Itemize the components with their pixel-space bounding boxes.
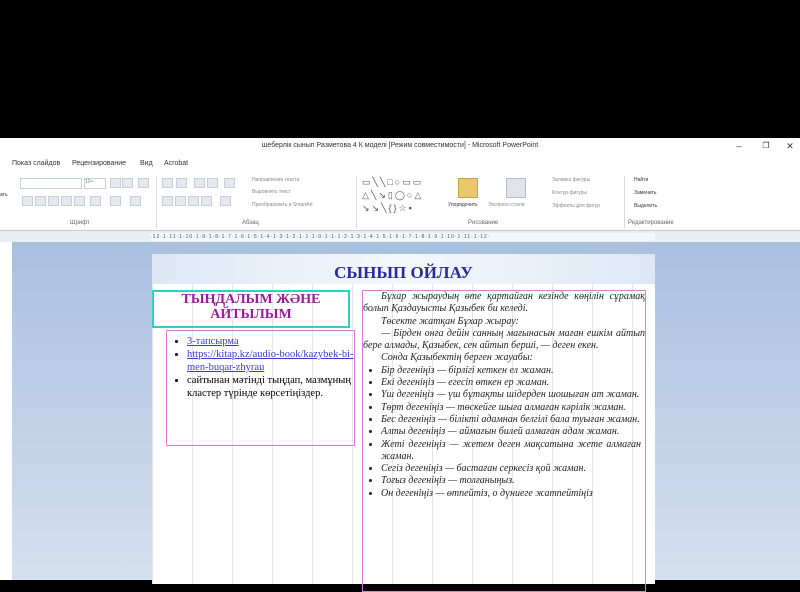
ribbon-separator xyxy=(624,176,625,228)
align-right-icon[interactable] xyxy=(188,196,199,206)
list-item: • Жеті дегеніңіз — жетем деген мақсатына жете алмаған жаман. xyxy=(381,439,641,464)
list-item: • Бес дегеніңіз — білікті адамнан белгілі бала туыған жаман. xyxy=(381,414,641,426)
list-item: • Үш дегеніңіз — үш бұтақты шідерден шошыған ат жаман. xyxy=(381,389,641,401)
number-meanings-list xyxy=(363,365,645,500)
line-spacing-icon[interactable] xyxy=(224,178,235,188)
shape-outline-button[interactable]: Контур фигуры xyxy=(552,190,587,196)
strikethrough-icon[interactable] xyxy=(61,196,72,206)
group-label-editing: Редактирование xyxy=(628,220,674,226)
tab-slideshow[interactable]: Показ слайдов xyxy=(12,160,61,167)
justify-icon[interactable] xyxy=(201,196,212,206)
horizontal-ruler: ·12·1·11·1·10·1·9·1·8·1·7·1·6·1·5·1·4·1·3·1·2·1·1·1·0·1·1·1·2·1·3·1·4·1·5·1·6·1·7·1·8·1·9·1·10·1·11·1·12· xyxy=(150,233,655,241)
list-item: • сайтынан мәтінді тыңдап, мазмұның кластер түрінде көрсетіңіздер. xyxy=(187,374,354,400)
story-paragraph: Төсекте жатқан Бұхар жырау: xyxy=(381,315,519,327)
numbering-icon[interactable] xyxy=(176,178,187,188)
shape-fill-button[interactable]: Заливка фигуры xyxy=(552,177,591,183)
slide-title[interactable]: СЫНЫП ОЙЛАУ xyxy=(334,263,473,282)
minimize-button[interactable]: – xyxy=(736,141,742,151)
story-paragraph: — Бірден онға дейін санның мағынасын маған ешкім айтып бере алмады, Қазыбек, сен айтып берші, — деген екен. xyxy=(363,327,645,352)
ribbon xyxy=(0,172,800,231)
title-bar xyxy=(0,138,800,158)
quick-styles-button[interactable]: Экспресс-стили xyxy=(488,202,525,208)
audiobook-link[interactable]: https://kitap.kz/audio-book/kazybek-bi-men-buqar-zhyrau xyxy=(187,349,354,373)
story-text-box[interactable] xyxy=(362,290,646,592)
ribbon-separator xyxy=(156,176,157,228)
italic-icon[interactable] xyxy=(35,196,46,206)
shape-effects-button[interactable]: Эффекты для фигур xyxy=(552,203,601,209)
listening-title-box[interactable] xyxy=(152,290,350,328)
group-label-drawing: Рисование xyxy=(468,220,499,226)
list-item: • Тоғыз дегеніңіз — толғаныңыз. xyxy=(381,475,641,487)
list-item xyxy=(187,335,354,348)
columns-icon[interactable] xyxy=(220,196,231,206)
shapes-gallery-row2[interactable]: △╲↘▯◯○△ xyxy=(362,190,424,200)
clear-format-icon[interactable] xyxy=(138,178,149,188)
slide-canvas[interactable] xyxy=(152,254,655,584)
align-center-icon[interactable] xyxy=(175,196,186,206)
replace-button[interactable]: Заменить xyxy=(634,190,657,196)
list-item: • Алты дегеніңіз — аймағын билей алмаған адам жаман. xyxy=(381,426,641,438)
arrange-icon[interactable] xyxy=(458,178,478,198)
task-list xyxy=(167,335,354,400)
quick-styles-icon[interactable] xyxy=(506,178,526,198)
group-label-paragraph: Абзац xyxy=(242,220,259,226)
smartart-button[interactable]: Преобразовать в SmartArt xyxy=(252,202,313,208)
story-paragraph: Сонда Қазыбектің берген жауабы: xyxy=(381,352,533,364)
list-item xyxy=(187,348,354,374)
font-size-field[interactable]: 10+ xyxy=(84,178,106,189)
font-color-icon[interactable] xyxy=(130,196,141,206)
shapes-gallery[interactable]: ▭╲╲□○▭▭ xyxy=(362,177,424,187)
change-case-icon[interactable] xyxy=(110,196,121,206)
story-paragraph: Бұхар жыраудың өте қартайған кезінде көңілін сұрамақ болып Қаздауысты Қазыбек би келеді. xyxy=(363,291,645,315)
shapes-gallery-row3[interactable]: ↘↘╲{}☆▪ xyxy=(362,203,414,213)
list-item: • Төрт дегеніңіз — төскейге шыға алмаған кәрілік жаман. xyxy=(381,402,641,414)
decrease-indent-icon[interactable] xyxy=(194,178,205,188)
task-text-box[interactable] xyxy=(166,330,355,446)
list-item: • Екі дегеніңіз — егесіп өткен ер жаман. xyxy=(381,377,641,389)
tab-acrobat[interactable]: Acrobat xyxy=(164,160,189,167)
find-button[interactable]: Найти xyxy=(634,177,649,183)
shrink-font-icon[interactable] xyxy=(122,178,133,188)
shadow-icon[interactable] xyxy=(74,196,85,206)
close-button[interactable]: ✕ xyxy=(786,141,794,151)
arrange-button[interactable]: Упорядочить xyxy=(448,202,478,208)
bold-icon[interactable] xyxy=(22,196,33,206)
text-direction-button[interactable]: Направление текста xyxy=(252,177,300,183)
underline-icon[interactable] xyxy=(48,196,59,206)
list-item: • Бір дегеніңіз — бірлігі кеткен ел жаман. xyxy=(381,365,641,377)
slides-pane-edge[interactable] xyxy=(0,242,12,580)
increase-indent-icon[interactable] xyxy=(207,178,218,188)
tab-review[interactable]: Рецензирование xyxy=(72,160,127,167)
list-item: • Он дегеніңіз — өтпейтіз, о дүниеге жатпейтіңіз xyxy=(381,488,641,500)
ribbon-tabs xyxy=(0,158,800,173)
select-button[interactable]: Выделить xyxy=(634,203,658,209)
ribbon-separator xyxy=(356,176,357,228)
bullets-icon[interactable] xyxy=(162,178,173,188)
group-label-font: Шрифт xyxy=(70,220,90,226)
listening-title-text: ТЫҢДАЛЫМ ЖӘНЕ АЙТЫЛЫМ xyxy=(181,292,321,322)
char-spacing-icon[interactable] xyxy=(90,196,101,206)
list-item: • Сегіз дегеніңіз — бастаған серкесіз қой жаман. xyxy=(381,463,641,475)
window-title: шеберлік сынып Разметова 4 К моделі [Режим совместимости] - Microsoft PowerPoint xyxy=(261,142,539,149)
paste-label-partial[interactable]: ать xyxy=(0,192,8,198)
font-name-field[interactable] xyxy=(20,178,82,189)
grow-font-icon[interactable] xyxy=(110,178,121,188)
maximize-button[interactable]: ❐ xyxy=(762,141,770,150)
align-text-button[interactable]: Выровнять текст xyxy=(252,189,291,195)
task-link[interactable]: 3-тапсырма xyxy=(187,336,239,347)
tab-view[interactable]: Вид xyxy=(140,160,153,167)
align-left-icon[interactable] xyxy=(162,196,173,206)
